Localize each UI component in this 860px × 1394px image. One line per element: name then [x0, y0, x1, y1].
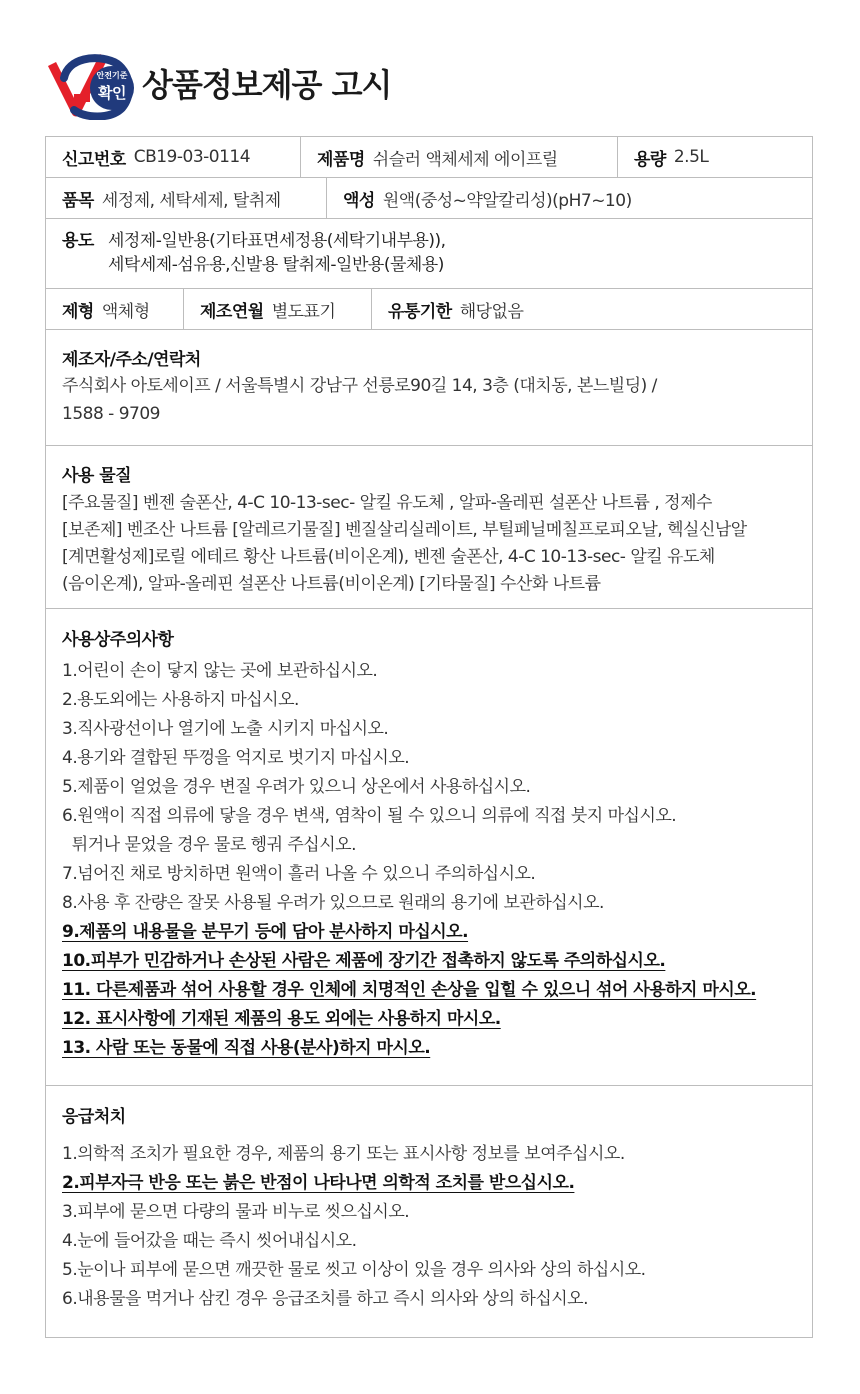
- manufacturer-line: 주식회사 아토세이프 / 서울특별시 강남구 선릉로90길 14, 3층 (대치동, 본느빌딩) /: [62, 376, 657, 396]
- usage-line-2: 세탁세제-섬유용,신발용 탈취제-일반용(물체용): [108, 255, 444, 275]
- ph-value: 원액(중성~약알칼리성)(pH7~10): [382, 190, 632, 211]
- first-aid-block: [46, 1086, 662, 1337]
- usage-line-1: 세정제-일반용(기타표면세정용(세탁기내부용)),: [108, 231, 446, 251]
- list-item: 튀거나 묻었을 경우 물로 헹궈 주십시오.: [62, 835, 356, 855]
- row-substances: [46, 446, 812, 609]
- usage-cell: [46, 219, 462, 288]
- ph-label: 액성: [343, 190, 375, 211]
- substance-line: (음이온계), 알파-올레핀 설폰산 나트륨(비이온계) [기타물질] 수산화 나트륨: [62, 574, 601, 594]
- expiry-cell: [371, 289, 812, 329]
- product-name-value: 쉬슬러 액체세제 에이프릴: [372, 149, 558, 170]
- mfg-date-cell: [183, 289, 371, 329]
- usage-line: [62, 253, 446, 277]
- volume-label: 용량: [634, 149, 666, 170]
- report-number-cell: [46, 137, 300, 177]
- precautions-title: 사용상주의사항: [62, 630, 174, 650]
- row-first-aid: [46, 1086, 812, 1337]
- list-item: 6.내용물을 먹거나 삼킨 경우 응급조치를 하고 즉시 의사와 상의 하십시오.: [62, 1289, 588, 1309]
- volume-value: 2.5L: [673, 147, 709, 167]
- report-number-value: CB19-03-0114: [133, 147, 251, 167]
- list-item: 2.피부자극 반응 또는 붉은 반점이 나타나면 의학적 조치를 받으십시오.: [62, 1173, 575, 1193]
- first-aid-title: 응급처치: [62, 1107, 126, 1127]
- list-item: 4.용기와 결합된 뚜껑을 억지로 벗기지 마십시오.: [62, 748, 410, 768]
- form-cell: [46, 289, 183, 329]
- page-title: 상품정보제공 고시: [142, 66, 392, 104]
- precautions-block: [46, 609, 772, 1085]
- category-cell: [46, 178, 326, 218]
- list-item: 9.제품의 내용물을 분무기 등에 담아 분사하지 마십시오.: [62, 922, 469, 942]
- list-item: 2.용도외에는 사용하지 마십시오.: [62, 690, 299, 710]
- product-info-table: [45, 136, 813, 1338]
- manufacturer-block: [46, 330, 673, 445]
- list-item: 13. 사람 또는 동물에 직접 사용(분사)하지 마시오.: [62, 1038, 431, 1058]
- category-value: 세정제, 세탁세제, 탈취제: [101, 190, 281, 211]
- list-item: 12. 표시사항에 기재된 제품의 용도 외에는 사용하지 마시오.: [62, 1009, 501, 1029]
- category-label: 품목: [62, 190, 94, 211]
- substance-line: [계면활성제]로릴 에테르 황산 나트륨(비이온계), 벤젠 술폰산, 4-C 10-13-sec- 알킬 유도체: [62, 547, 715, 567]
- product-name-label: 제품명: [317, 149, 365, 170]
- substances-title: 사용 물질: [62, 466, 132, 486]
- row-usage: [46, 219, 812, 289]
- substances-block: [46, 446, 763, 608]
- product-name-cell: [300, 137, 617, 177]
- substance-line: [주요물질] 벤젠 술폰산, 4-C 10-13-sec- 알킬 유도체 , 알파-올레핀 설폰산 나트륨 , 정제수: [62, 493, 712, 513]
- substance-line: [보존제] 벤조산 나트륨 [알레르기물질] 벤질살리실레이트, 부틸페닐메칠프로피오날, 헥실신남알: [62, 520, 747, 540]
- expiry-label: 유통기한: [388, 301, 452, 322]
- list-item: 5.제품이 얼었을 경우 변질 우려가 있으니 상온에서 사용하십시오.: [62, 777, 531, 797]
- list-item: 7.넘어진 채로 방치하면 원액이 흘러 나올 수 있으니 주의하십시오.: [62, 864, 536, 884]
- list-item: 3.직사광선이나 열기에 노출 시키지 마십시오.: [62, 719, 389, 739]
- usage-label: 용도: [62, 231, 94, 251]
- row-manufacturer: [46, 330, 812, 446]
- mfg-date-label: 제조연월: [200, 301, 264, 322]
- list-item: 5.눈이나 피부에 묻으면 깨끗한 물로 씻고 이상이 있을 경우 의사와 상의 하십시오.: [62, 1260, 646, 1280]
- form-value: 액체형: [101, 301, 150, 322]
- row-report-product-volume: [46, 137, 812, 178]
- safety-check-badge: [44, 46, 136, 120]
- badge-small-text: 안전기준: [96, 71, 128, 80]
- row-form-mfg-expiry: [46, 289, 812, 330]
- list-item: 1.의학적 조치가 필요한 경우, 제품의 용기 또는 표시사항 정보를 보여주십시오.: [62, 1144, 625, 1164]
- mfg-date-value: 별도표기: [271, 301, 336, 322]
- report-number-label: 신고번호: [62, 149, 126, 170]
- row-precautions: [46, 609, 812, 1086]
- list-item: 3.피부에 묻으면 다량의 물과 비누로 씻으십시오.: [62, 1202, 410, 1222]
- form-label: 제형: [62, 301, 94, 322]
- row-category-ph: [46, 178, 812, 219]
- precautions-list: [62, 657, 756, 1063]
- list-item: 6.원액이 직접 의류에 닿을 경우 변색, 염착이 될 수 있으니 의류에 직접 붓지 마십시오.: [62, 806, 677, 826]
- first-aid-list: [62, 1140, 646, 1314]
- manufacturer-title: 제조자/주소/연락처: [62, 350, 201, 370]
- list-item: 8.사용 후 잔량은 잘못 사용될 우려가 있으므로 원래의 용기에 보관하십시오.: [62, 893, 604, 913]
- list-item: 1.어린이 손이 닿지 않는 곳에 보관하십시오.: [62, 661, 378, 681]
- usage-line: [62, 229, 446, 253]
- manufacturer-line: 1588 - 9709: [62, 404, 160, 424]
- list-item: 4.눈에 들어갔을 때는 즉시 씻어내십시오.: [62, 1231, 357, 1251]
- list-item: 10.피부가 민감하거나 손상된 사람은 제품에 장기간 접촉하지 않도록 주의하십시오.: [62, 951, 666, 971]
- badge-big-text: 확인: [98, 84, 126, 102]
- volume-cell: [617, 137, 812, 177]
- expiry-value: 해당없음: [459, 301, 524, 322]
- ph-cell: [326, 178, 812, 218]
- page-header: [44, 46, 391, 120]
- list-item: 11. 다른제품과 섞어 사용할 경우 인체에 치명적인 손상을 입힐 수 있으니 섞어 사용하지 마시오.: [62, 980, 757, 1000]
